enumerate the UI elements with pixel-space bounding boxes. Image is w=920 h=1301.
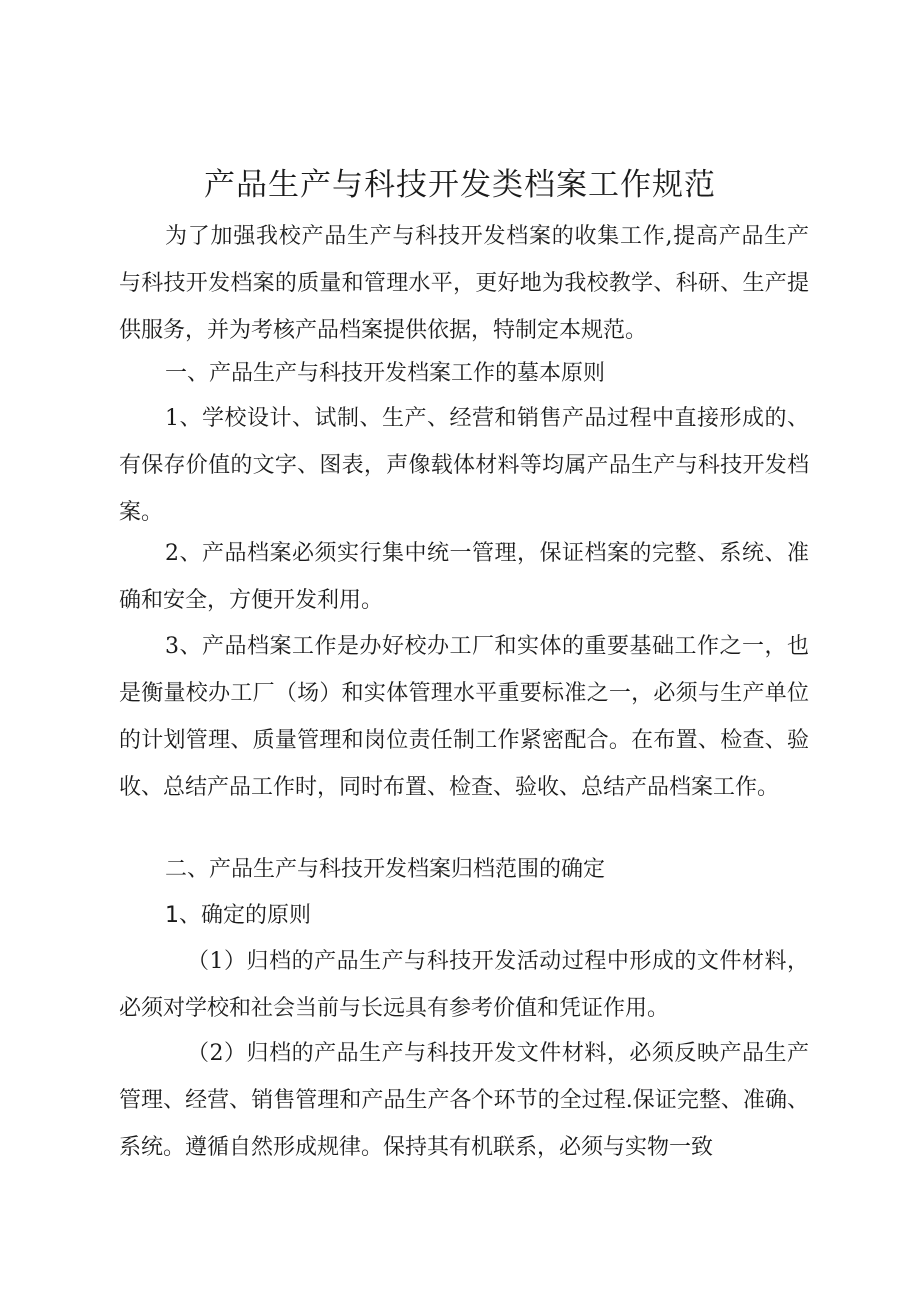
section-2-item-2: （2）归档的产品生产与科技开发文件材料，必须反映产品生产管理、经营、销售管理和产品生产各个环节的全过程.保证完整、准确、系统。遵循自然形成规律。保持其有机联系，必须与实物一致	[119, 1041, 809, 1160]
intro-paragraph: 为了加强我校产品生产与科技开发档案的收集工作,提高产品生产与科技开发档案的质量和管理水平，更好地为我校教学、科研、生产提供服务，并为考核产品档案提供依据，特制定本规范。	[119, 224, 809, 343]
section-2-heading: 二、产品生产与科技开发档案归档范围的确定	[165, 857, 606, 882]
section-1-item-1: 1、学校设计、试制、生产、经营和销售产品过程中直接形成的、有保存价值的文字、图表，声像载体材料等均属产品生产与科技开发档案。	[119, 406, 809, 525]
document-title: 产品生产与科技开发类档案工作规范	[204, 167, 716, 203]
section-1-heading: 一、产品生产与科技开发档案工作的墓本原则	[165, 361, 606, 386]
section-1-item-3: 3、产品档案工作是办好校办工厂和实体的重要基础工作之一，也是衡量校办工厂（场）和实体管理水平重要标准之一，必须与生产单位的计划管理、质量管理和岗位责任制工作紧密配合。在布置、检查、验收、总结产品工作时，同时布置、检查、验收、总结产品档案工作。	[119, 634, 809, 800]
section-1-item-2: 2、产品档案必须实行集中统一管理，保证档案的完整、系统、准确和安全，方便开发利用。	[119, 541, 809, 613]
section-2-item-1: （1）归档的产品生产与科技开发活动过程中形成的文件材料，必须对学校和社会当前与长远具有参考价值和凭证作用。	[119, 949, 809, 1021]
section-2-subheading: 1、确定的原则	[165, 903, 311, 928]
